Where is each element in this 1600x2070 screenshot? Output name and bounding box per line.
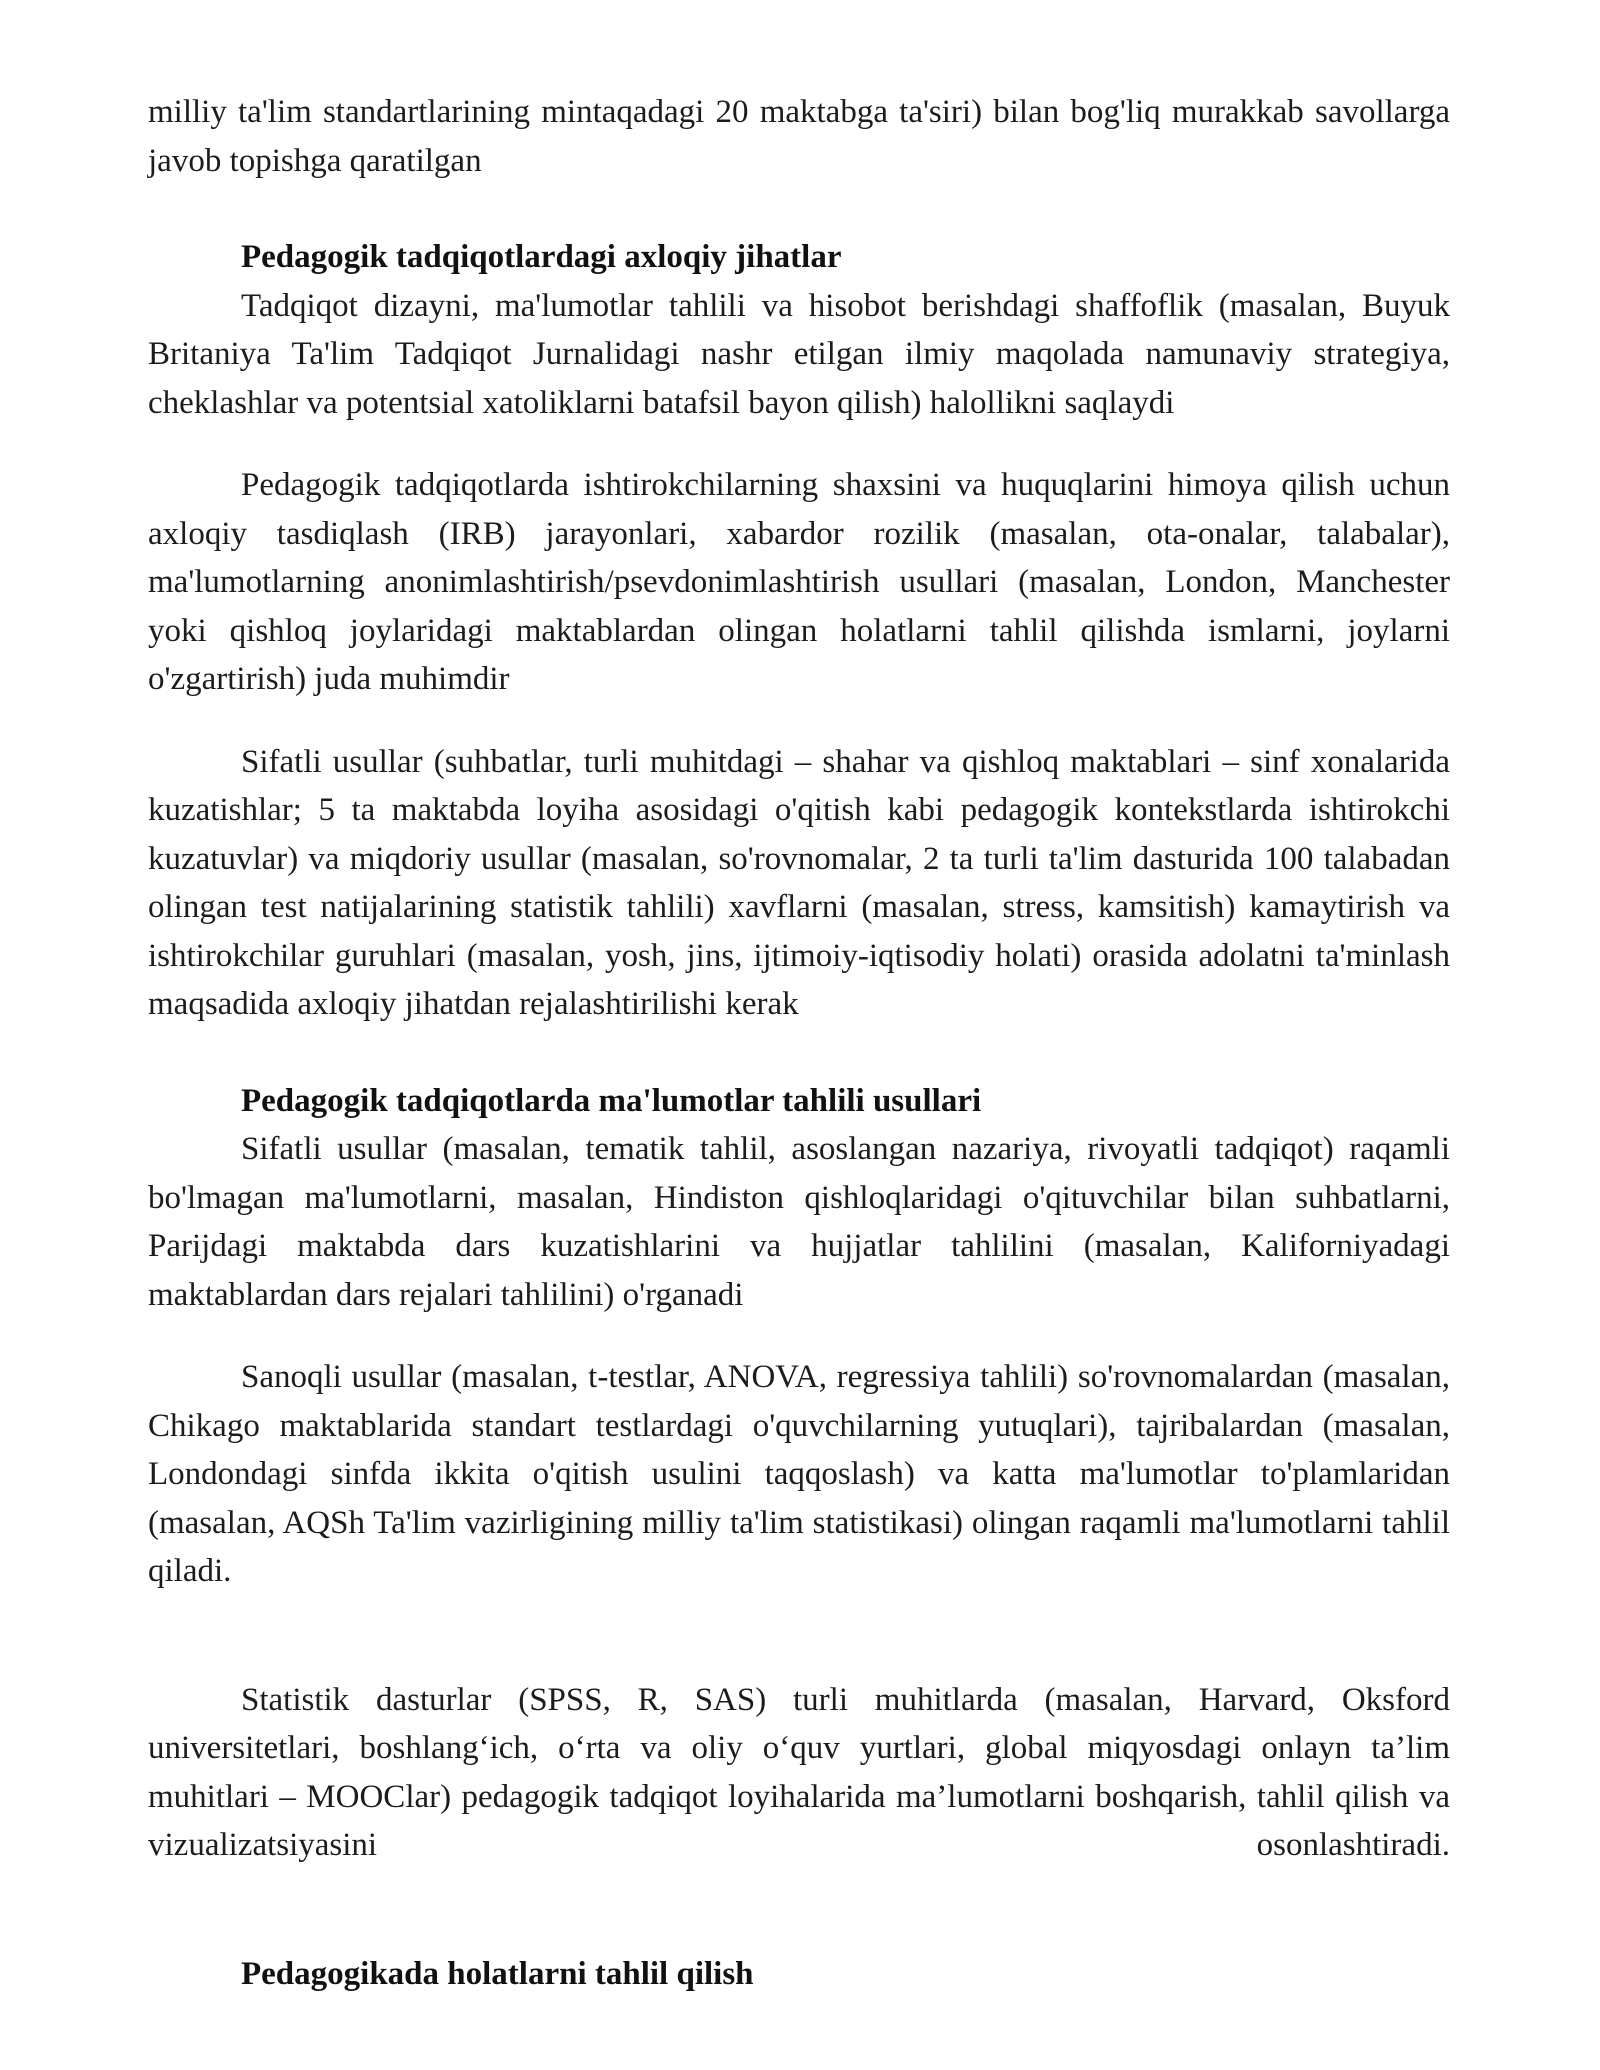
intro-fragment: milliy ta'lim standartlarining mintaqadagi 20 maktabga ta'siri) bilan bog'liq murakkab savollarga javob topishga qaratilgan: [148, 94, 1450, 179]
spacer: [148, 427, 1450, 461]
heading-ethics: Pedagogik tadqiqotlardagi axloqiy jihatlar: [241, 239, 842, 275]
paragraph-software: Statistik dasturlar (SPSS, R, SAS) turli muhitlarda (masalan, Harvard, Oksford universitetlari, boshlang‘ich, o‘rta va oliy o‘quv yurtlari, global miqyosdagi onlayn ta’lim muhitlari – MOOClar) pedagogik tadqiqot loyihalarida ma’lumotlarni boshqarish, tahlil qilish va vizualizatsiyasini osonlashtiradi.: [148, 1681, 1450, 1863]
document-page: [148, 88, 1450, 1998]
heading-cases: Pedagogikada holatlarni tahlil qilish: [241, 1955, 754, 1992]
spacer: [148, 704, 1450, 738]
spacer: [148, 1029, 1450, 1077]
spacer: [148, 1870, 1450, 1950]
paragraph-methods: Sifatli usullar (suhbatlar, turli muhitdagi – shahar va qishloq maktablari – sinf xonalarida kuzatishlar; 5 ta maktabda loyiha asosidagi o'qitish kabi pedagogik kontekstlarda ishtirokchi kuzatuvlar) va miqdoriy usullar (masalan, so'rovnomalar, 2 ta turli ta'lim dasturida 100 talabadan olingan test natijalarining statistik tahlili) xavflarni (masalan, stress, kamsitish) kamaytirish va ishtirokchilar guruhlari (masalan, yosh, jins, ijtimoiy-iqtisodiy holati) orasida adolatni ta'minlash maqsadida axloqiy jihatdan rejalashtirilishi kerak: [148, 743, 1450, 1022]
spacer: [148, 1319, 1450, 1353]
paragraph-irb: Pedagogik tadqiqotlarda ishtirokchilarning shaxsini va huquqlarini himoya qilish uchun axloqiy tasdiqlash (IRB) jarayonlari, xabardor rozilik (masalan, ota-onalar, talabalar), ma'lumotlarning anonimlashtirish/psevdonimlashtirish usullari (masalan, London, Manchester yoki qishloq joylaridagi maktablardan olingan holatlarni tahlil qilishda ismlarni, joylarni o'zgartirish) juda muhimdir: [148, 467, 1450, 697]
paragraph-transparency: Tadqiqot dizayni, ma'lumotlar tahlili va hisobot berishdagi shaffoflik (masalan, Buyuk Britaniya Ta'lim Tadqiqot Jurnalidagi nashr etilgan ilmiy maqolada namunaviy strategiya, cheklashlar va potentsial xatoliklarni batafsil bayon qilish) halollikni saqlaydi: [148, 287, 1450, 421]
spacer: [148, 185, 1450, 233]
spacer: [148, 1596, 1450, 1676]
paragraph-qualitative: Sifatli usullar (masalan, tematik tahlil, asoslangan nazariya, rivoyatli tadqiqot) raqamli bo'lmagan ma'lumotlarni, masalan, Hindiston qishloqlaridagi o'qituvchilar bilan suhbatlarni, Parijdagi maktabda dars kuzatishlarini va hujjatlar tahlilini (masalan, Kaliforniyadagi maktablardan dars rejalari tahlilini) o'rganadi: [148, 1131, 1450, 1313]
heading-analysis: Pedagogik tadqiqotlarda ma'lumotlar tahlili usullari: [241, 1082, 982, 1119]
paragraph-quantitative: Sanoqli usullar (masalan, t-testlar, ANOVA, regressiya tahlili) so'rovnomalardan (masalan, Chikago maktablarida standart testlardagi o'quvchilarning yutuqlari), tajribalardan (masalan, Londondagi sinfda ikkita o'qitish usulini taqqoslash) va katta ma'lumotlar to'plamlaridan (masalan, AQSh Ta'lim vazirligining milliy ta'lim statistikasi) olingan raqamli ma'lumotlarni tahlil qiladi.: [148, 1359, 1450, 1589]
